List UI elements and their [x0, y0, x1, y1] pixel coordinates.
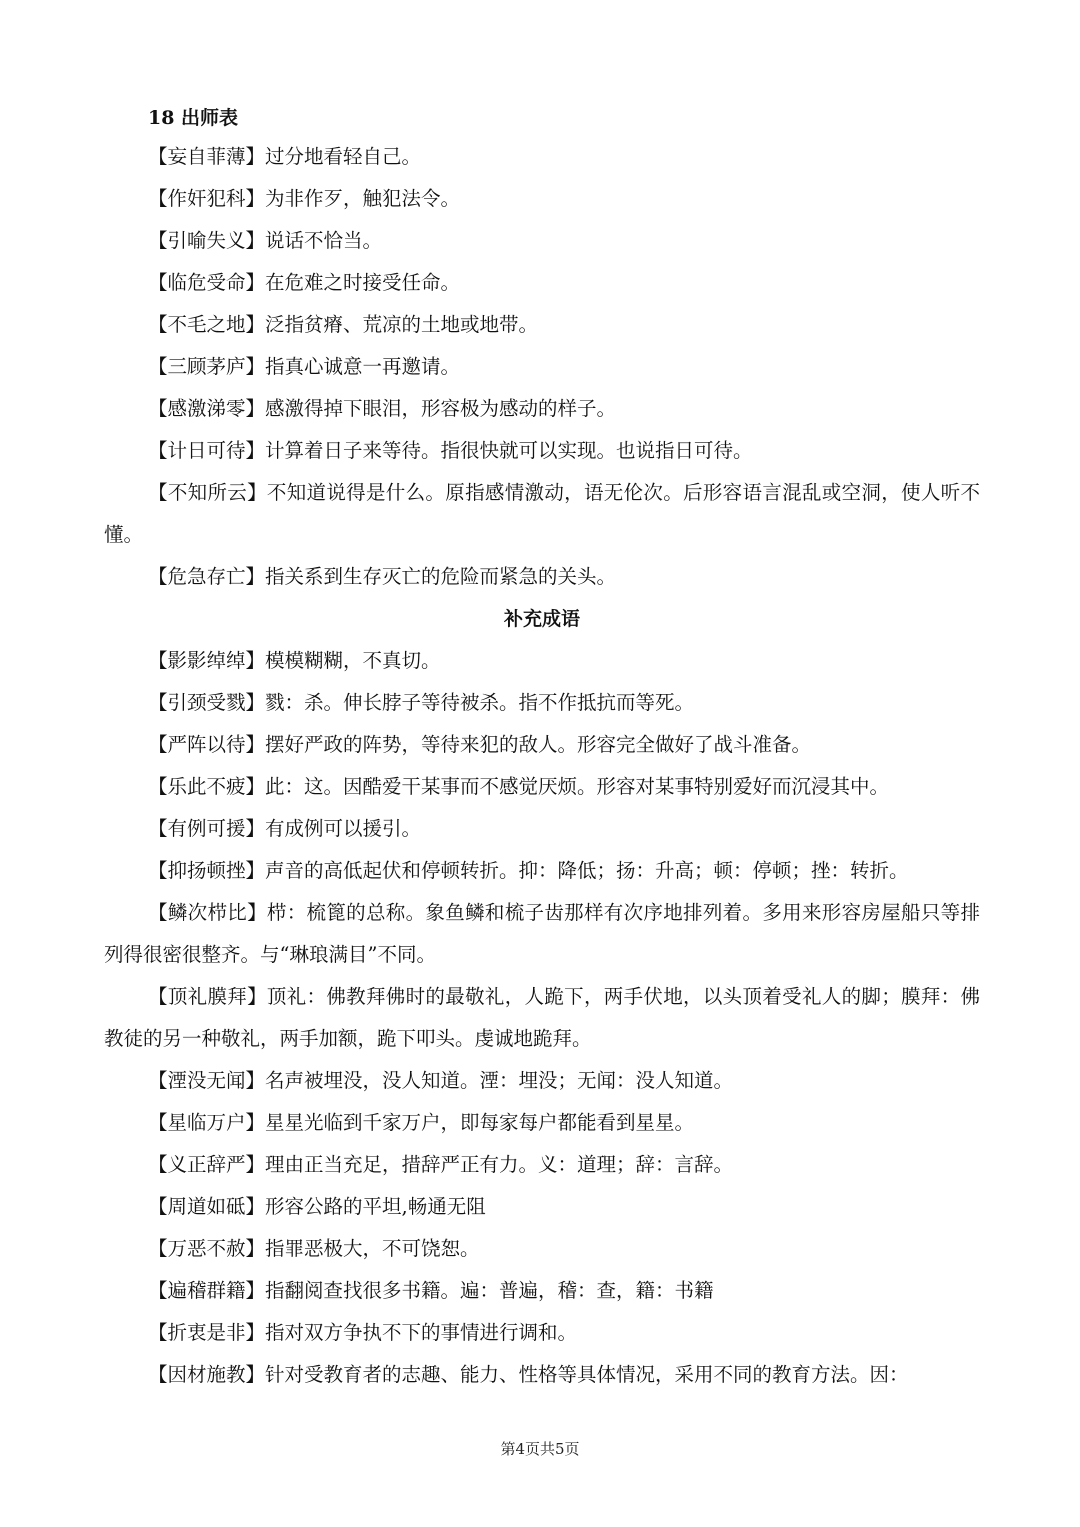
- idiom-entry: [104, 346, 980, 388]
- idiom-definition: 摆好严政的阵势，等待来犯的敌人。形容完全做好了战斗准备。: [265, 733, 812, 756]
- idiom-entry: [104, 1312, 980, 1354]
- idiom-entry: [104, 178, 980, 220]
- idiom-definition: 计算着日子来等待。指很快就可以实现。也说指日可待。: [265, 439, 753, 462]
- idiom-definition: 名声被埋没，没人知道。湮：埋没；无闻：没人知道。: [265, 1069, 734, 1092]
- idiom-entry: [104, 136, 980, 178]
- idiom-entry: [104, 304, 980, 346]
- idiom-term: 【义正辞严】: [148, 1153, 266, 1176]
- idiom-term: 【不毛之地】: [148, 313, 266, 336]
- idiom-definition: 声音的高低起伏和停顿转折。抑：降低；扬：升高；顿：停顿；挫：转折。: [265, 859, 909, 882]
- idiom-definition: 在危难之时接受任命。: [265, 271, 461, 294]
- page-footer: 第4页共5页: [500, 1440, 580, 1458]
- idiom-definition: 针对受教育者的志趣、能力、性格等具体情况，采用不同的教育方法。因：: [265, 1363, 909, 1386]
- idiom-entry: [104, 220, 980, 262]
- section-entries: [104, 136, 980, 598]
- idiom-entry: [104, 262, 980, 304]
- idiom-entry: [104, 388, 980, 430]
- idiom-entry: [104, 850, 980, 892]
- idiom-term: 【遍稽群籍】: [148, 1279, 266, 1302]
- idiom-definition: 不知道说得是什么。原指感情激动，语无伦次。后形容语言混乱或空洞，使人听不懂。: [104, 481, 980, 546]
- idiom-entry: [104, 472, 980, 556]
- idiom-entry: [104, 430, 980, 472]
- idiom-term: 【引颈受戮】: [148, 691, 266, 714]
- idiom-term: 【因材施教】: [148, 1363, 266, 1386]
- idiom-definition: 栉：梳篦的总称。象鱼鳞和梳子齿那样有次序地排列着。多用来形容房屋船只等排列得很密很整齐。与“琳琅满目”不同。: [104, 901, 980, 966]
- idiom-term: 【临危受命】: [148, 271, 266, 294]
- supplement-title: 补充成语: [503, 608, 580, 630]
- idiom-definition: 有成例可以援引。: [265, 817, 422, 840]
- idiom-definition: 指关系到生存灭亡的危险而紧急的关头。: [265, 565, 617, 588]
- idiom-term: 【有例可援】: [148, 817, 266, 840]
- idiom-entry: [104, 724, 980, 766]
- idiom-term: 【万恶不赦】: [148, 1237, 266, 1260]
- idiom-definition: 形容公路的平坦,畅通无阻: [265, 1195, 486, 1218]
- idiom-term: 【引喻失义】: [148, 229, 266, 252]
- idiom-entry: [104, 808, 980, 850]
- idiom-term: 【湮没无闻】: [148, 1069, 266, 1092]
- supplement-entries: [104, 640, 980, 1396]
- idiom-term: 【影影绰绰】: [148, 649, 266, 672]
- idiom-definition: 为非作歹，触犯法令。: [265, 187, 461, 210]
- idiom-term: 【危急存亡】: [148, 565, 266, 588]
- idiom-term: 【妄自菲薄】: [148, 145, 266, 168]
- idiom-entry: [104, 1270, 980, 1312]
- idiom-term: 【折衷是非】: [148, 1321, 266, 1344]
- idiom-entry: [104, 1228, 980, 1270]
- idiom-definition: 指翻阅查找很多书籍。遍：普遍，稽：查，籍：书籍: [265, 1279, 714, 1302]
- idiom-term: 【不知所云】: [148, 481, 267, 504]
- idiom-definition: 说话不恰当。: [265, 229, 383, 252]
- idiom-definition: 指真心诚意一再邀请。: [265, 355, 461, 378]
- idiom-term: 【计日可待】: [148, 439, 266, 462]
- idiom-term: 【鳞次栉比】: [148, 901, 267, 924]
- idiom-entry: [104, 556, 980, 598]
- idiom-term: 【抑扬顿挫】: [148, 859, 266, 882]
- idiom-term: 【作奸犯科】: [148, 187, 266, 210]
- idiom-term: 【严阵以待】: [148, 733, 266, 756]
- idiom-definition: 戮：杀。伸长脖子等待被杀。指不作抵抗而等死。: [265, 691, 695, 714]
- idiom-entry: [104, 1186, 980, 1228]
- idiom-entry: [104, 682, 980, 724]
- idiom-definition: 顶礼：佛教拜佛时的最敬礼，人跪下，两手伏地，以头顶着受礼人的脚；膜拜：佛教徒的另一种敬礼，两手加额，跪下叩头。虔诚地跪拜。: [104, 985, 980, 1050]
- page-content: [104, 100, 980, 1396]
- idiom-entry: [104, 1354, 980, 1396]
- idiom-definition: 此：这。因酷爱干某事而不感觉厌烦。形容对某事特别爱好而沉浸其中。: [265, 775, 890, 798]
- idiom-entry: [104, 1144, 980, 1186]
- idiom-term: 【周道如砥】: [148, 1195, 266, 1218]
- idiom-definition: 泛指贫瘠、荒凉的土地或地带。: [265, 313, 539, 336]
- idiom-term: 【星临万户】: [148, 1111, 266, 1134]
- idiom-term: 【乐此不疲】: [148, 775, 266, 798]
- idiom-definition: 感激得掉下眼泪，形容极为感动的样子。: [265, 397, 617, 420]
- idiom-definition: 星星光临到千家万户，即每家每户都能看到星星。: [265, 1111, 695, 1134]
- idiom-definition: 理由正当充足，措辞严正有力。义：道理；辞：言辞。: [265, 1153, 734, 1176]
- idiom-entry: [104, 1060, 980, 1102]
- idiom-term: 【感激涕零】: [148, 397, 266, 420]
- idiom-entry: [104, 976, 980, 1060]
- idiom-definition: 模模糊糊，不真切。: [265, 649, 441, 672]
- idiom-entry: [104, 640, 980, 682]
- idiom-definition: 过分地看轻自己。: [265, 145, 422, 168]
- section-title: 18 出师表: [148, 107, 239, 129]
- idiom-entry: [104, 1102, 980, 1144]
- idiom-term: 【三顾茅庐】: [148, 355, 266, 378]
- idiom-term: 【顶礼膜拜】: [148, 985, 267, 1008]
- idiom-entry: [104, 766, 980, 808]
- idiom-entry: [104, 892, 980, 976]
- idiom-definition: 指罪恶极大，不可饶恕。: [265, 1237, 480, 1260]
- idiom-definition: 指对双方争执不下的事情进行调和。: [265, 1321, 578, 1344]
